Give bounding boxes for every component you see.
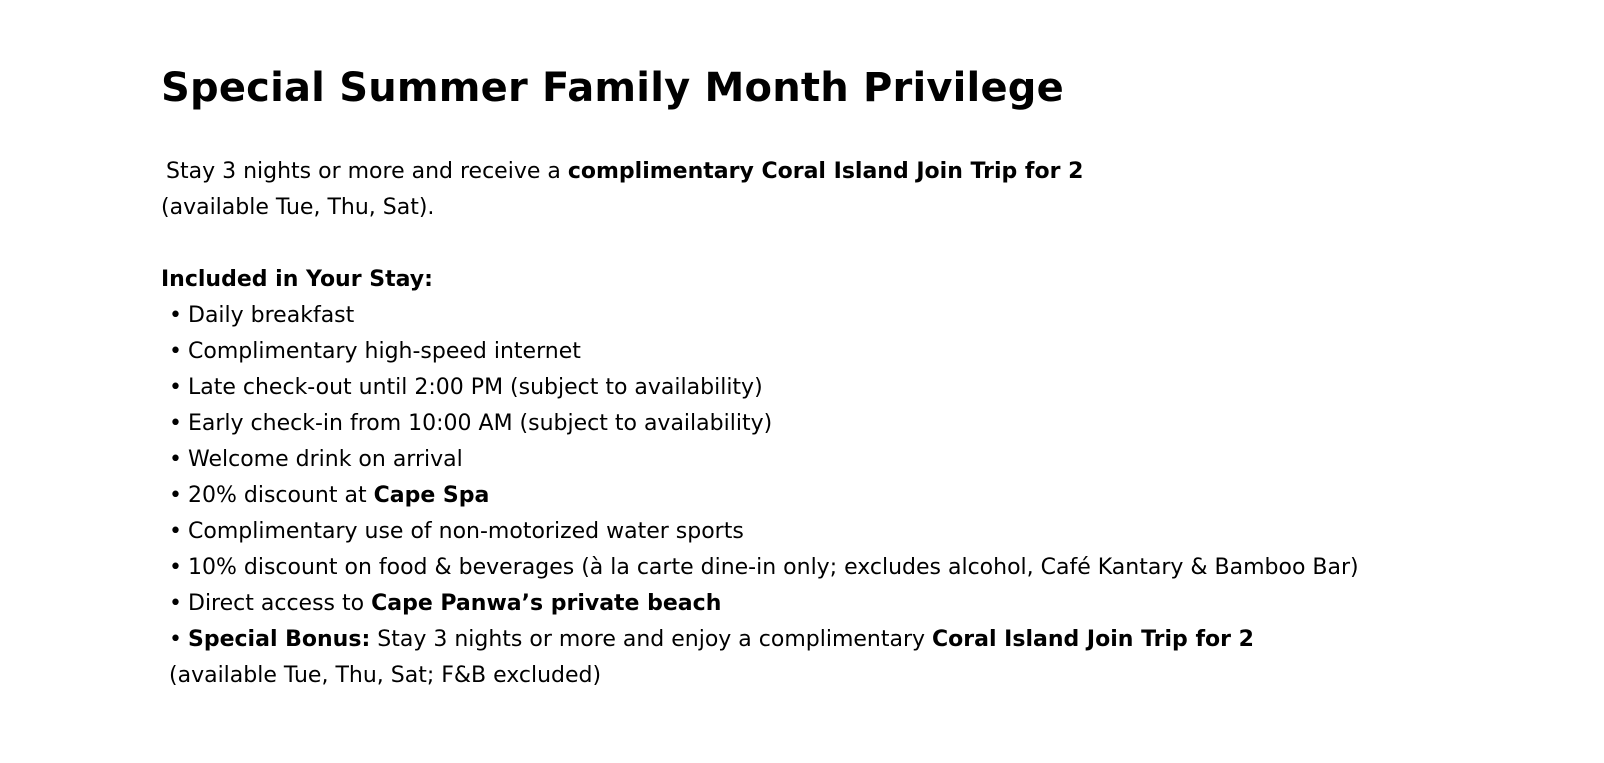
- bonus-availability: (available Tue, Thu, Sat; F&B excluded): [169, 663, 602, 688]
- list-item: [161, 406, 1581, 442]
- list-item: [161, 622, 1581, 658]
- intro-availability: (available Tue, Thu, Sat).: [161, 195, 435, 220]
- bullet-icon: •: [169, 447, 182, 472]
- list-item: [161, 442, 1581, 478]
- bonus-label: Special Bonus:: [188, 627, 371, 652]
- intro-highlight: complimentary Coral Island Join Trip for 2: [567, 159, 1084, 184]
- list-item: [161, 550, 1581, 586]
- item-text: Welcome drink on arrival: [188, 447, 463, 472]
- intro-paragraph: [161, 154, 1581, 226]
- bullet-icon: •: [169, 519, 182, 544]
- item-text: Complimentary use of non-motorized water sports: [188, 519, 744, 544]
- bullet-icon: •: [169, 375, 182, 400]
- bullet-icon: •: [169, 303, 182, 328]
- list-item: [161, 298, 1581, 334]
- item-highlight: Cape Panwa’s private beach: [371, 591, 722, 616]
- bullet-icon: •: [169, 483, 182, 508]
- list-item: [161, 514, 1581, 550]
- bullet-icon: •: [169, 591, 182, 616]
- item-highlight: Coral Island Join Trip for 2: [932, 627, 1254, 652]
- bullet-icon: •: [169, 339, 182, 364]
- intro-text: Stay 3 nights or more and receive a: [166, 159, 568, 184]
- item-text: Late check-out until 2:00 PM (subject to availability): [188, 375, 763, 400]
- page-title: Special Summer Family Month Privilege: [161, 65, 1064, 111]
- offer-content: [161, 58, 1581, 694]
- item-text: 20% discount at: [188, 483, 374, 508]
- item-text: Stay 3 nights or more and enjoy a complimentary: [370, 627, 933, 652]
- list-item: [161, 370, 1581, 406]
- list-item: [161, 334, 1581, 370]
- item-text: Daily breakfast: [188, 303, 355, 328]
- bullet-icon: •: [169, 627, 182, 652]
- bullet-icon: •: [169, 555, 182, 580]
- item-text: Complimentary high-speed internet: [188, 339, 581, 364]
- included-heading: Included in Your Stay:: [161, 267, 433, 292]
- item-highlight: Cape Spa: [373, 483, 490, 508]
- item-text: Direct access to: [188, 591, 372, 616]
- item-text: 10% discount on food & beverages (à la carte dine-in only; excludes alcohol, Café Kantary & Bamboo Bar): [188, 555, 1359, 580]
- bullet-icon: •: [169, 411, 182, 436]
- list-item: [161, 586, 1581, 622]
- benefits-list: [161, 298, 1581, 658]
- list-item: [161, 478, 1581, 514]
- item-text: Early check-in from 10:00 AM (subject to availability): [188, 411, 773, 436]
